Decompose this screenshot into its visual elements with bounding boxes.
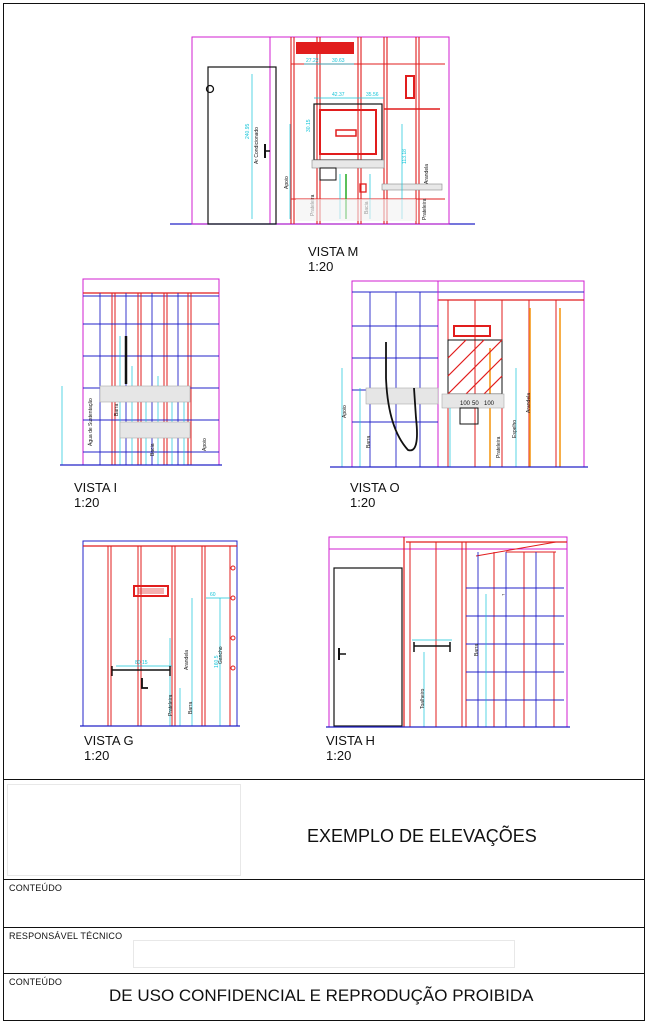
label-prateleira-g: Prateleira — [168, 694, 174, 716]
svg-text:⌐: ⌐ — [502, 592, 505, 598]
label-agua-sustentacao: Água de Sustentação — [88, 398, 94, 446]
dim-g-3: 160.5 — [214, 655, 220, 668]
label-barra-i: Barra — [114, 403, 120, 416]
view-o-caption — [350, 480, 400, 510]
signature-field — [133, 940, 515, 968]
title-block-main — [3, 779, 645, 879]
label-arandela-m: Arandela — [424, 163, 430, 184]
title-block-responsavel — [3, 927, 645, 973]
label-barra-h: Barra — [474, 643, 480, 656]
view-g-title: VISTA G — [84, 733, 134, 748]
dim-o-1: 100 — [460, 401, 471, 407]
label-apoio-o: Apoio — [342, 405, 348, 418]
view-h-caption — [326, 733, 375, 763]
label-bacia-i: Bacia — [150, 443, 156, 456]
label-toalheiro-h: Toalheiro — [420, 688, 426, 709]
label-apoio-i: Apoio — [202, 438, 208, 451]
view-o-drawing — [330, 278, 588, 470]
label-espelho-o: Espelho — [512, 419, 518, 438]
logo-placeholder — [7, 784, 241, 876]
view-i-scale: 1:20 — [74, 495, 100, 510]
responsavel-label: RESPONSÁVEL TÉCNICO — [9, 931, 123, 941]
view-h-drawing — [326, 534, 570, 730]
dim-g-2: 80.15 — [135, 660, 148, 666]
project-title: EXEMPLO DE ELEVAÇÕES — [307, 826, 537, 846]
dim-m-4: 35.56 — [366, 92, 379, 98]
label-barra-o: Barra — [366, 435, 372, 448]
view-g-caption — [84, 733, 134, 763]
dim-m-3: 42.37 — [332, 92, 345, 98]
view-o-scale: 1:20 — [350, 495, 376, 510]
label-gancho-g: Gancho — [218, 646, 224, 664]
view-i-caption — [74, 480, 117, 510]
view-m-drawing — [170, 34, 475, 230]
dim-m-1: 27.22 — [306, 58, 319, 64]
dim-g-1: 60 — [210, 592, 216, 598]
dim-m-6: 113.18 — [402, 149, 408, 164]
label-prateleira-o: Prateleira — [496, 436, 502, 458]
confidential-note: DE USO CONFIDENCIAL E REPRODUÇÃO PROIBIDA — [109, 986, 534, 1005]
conteudo-label: CONTEÚDO — [9, 883, 63, 893]
title-block-conteudo — [3, 879, 645, 927]
title-block-note — [3, 973, 645, 1021]
view-m-caption — [308, 244, 358, 274]
view-m-scale: 1:20 — [308, 259, 334, 274]
view-g-drawing — [80, 538, 240, 730]
view-h-scale: 1:20 — [326, 748, 352, 763]
label-barra-g: Barra — [188, 701, 194, 714]
dim-o-3: 100 — [484, 401, 495, 407]
dim-o-2: 50 — [472, 401, 479, 407]
label-arandela-g: Arandela — [184, 649, 190, 670]
view-i-title: VISTA I — [74, 480, 118, 495]
view-m-title: VISTA M — [308, 244, 359, 259]
view-g-scale: 1:20 — [84, 748, 110, 763]
svg-text:240.95: 240.95 — [245, 123, 251, 139]
label-apoio-m: Apoio — [284, 176, 290, 189]
dim-m-5: 30.15 — [306, 119, 312, 132]
label-prateleira-m2: Prateleira — [422, 198, 428, 220]
label-arandela-o: Arandela — [526, 392, 532, 413]
label-ar-condicionado: Ar Condicionado — [254, 127, 260, 164]
view-h-title: VISTA H — [326, 733, 375, 748]
conteudo-label-2: CONTEÚDO — [9, 977, 63, 987]
view-o-title: VISTA O — [350, 480, 400, 495]
view-i-drawing — [60, 276, 222, 468]
dim-m-2: 30.63 — [332, 58, 345, 64]
